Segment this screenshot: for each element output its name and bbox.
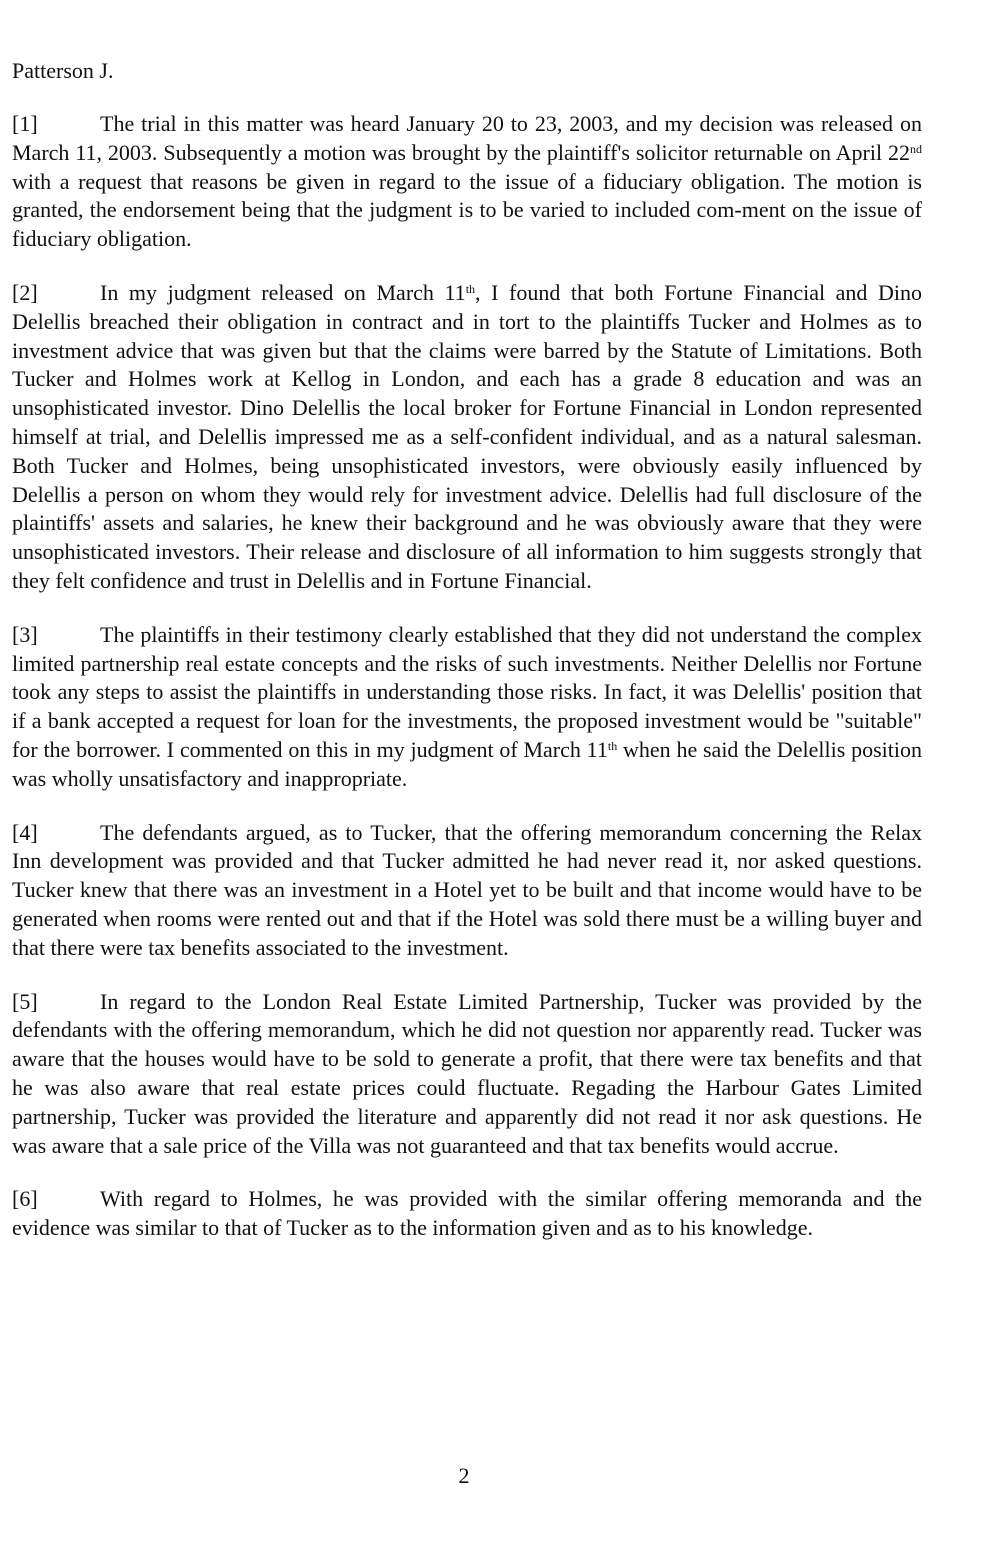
paragraph-number: [5] — [12, 988, 38, 1014]
paragraph-text: The defendants argued, as to Tucker, that the offering memorandum concerning the Relax Inn development was provided and that Tucker admitted he had never read it, nor asked questions. Tucker knew that there was an investment in a Hotel yet to be built and that income would have to be generated when rooms were rented out and that if the Hotel was sold there must be a willing buyer and that there were tax benefits associated to the investment. — [12, 819, 922, 960]
ordinal-suffix: th — [607, 738, 618, 753]
paragraph-number: [3] — [12, 621, 38, 647]
paragraph-number: [6] — [12, 1186, 38, 1212]
paragraph-6 — [12, 1185, 922, 1243]
paragraph-text: The trial in this matter was heard January 20 to 23, 2003, and my decision was released on March 11, 2003. Subsequently a motion was brought by the plaintiff's solicitor returnable on April 22 — [12, 111, 922, 165]
paragraph-text: In regard to the London Real Estate Limited Partnership, Tucker was provided by the defendants with the offering memorandum, which he did not question nor apparently read. Tucker was aware that the houses would have to be sold to generate a profit, that there were tax benefits and that he was also aware that real estate prices could fluctuate. Regading the Harbour Gates Limited partnership, Tucker was provided the literature and apparently did not read it nor ask questions. He was aware that a sale price of the Villa was not guaranteed and that tax benefits would accrue. — [12, 988, 922, 1158]
paragraph-1 — [12, 110, 922, 254]
page-number: 2 — [458, 1463, 470, 1488]
paragraph-text-continued: when he said the Delellis position was wholly unsatisfactory and inappropriate. — [12, 736, 922, 791]
paragraph-4 — [12, 819, 922, 963]
paragraph-2 — [12, 279, 922, 596]
paragraph-text: The plaintiffs in their testimony clearly established that they did not understand the complex limited partnership real estate concepts and the risks of such investments. Neither Delellis nor Fortune took any steps to assist the plaintiffs in understanding those risks. In fact, it was Delellis' position that if a bank accepted a request for loan for the investments, the proposed investment would be "suitable" for the borrower. I commented on this in my judgment of March 11 — [12, 621, 922, 762]
ordinal-suffix: nd — [910, 141, 922, 156]
document-body — [12, 56, 922, 1268]
paragraph-text-continued: , I found that both Fortune Financial and Dino Delellis breached their obligation in contract and in tort to the plaintiffs Tucker and Holmes as to investment advice that was given but that the claims were barred by the Statute of Limitations. Both Tucker and Holmes work at Kellog in London, and each has a grade 8 education and was an unsophisticated investor. Dino Delellis the local broker for Fortune Financial in London represented himself at trial, and Delellis impressed me as a self-confident individual, and as a natural salesman. Both Tucker and Holmes, being unsophisticated investors, were obviously easily influenced by Delellis a person on whom they would rely for investment advice. Delellis had full disclosure of the plaintiffs' assets and salaries, he knew their background and he was obviously aware that they were unsophisticated investors. Their release and disclosure of all information to him suggests strongly that they felt confidence and trust in Delellis and in Fortune Financial. — [12, 279, 922, 593]
judge-name: Patterson J. — [12, 58, 114, 83]
ordinal-suffix: th — [465, 281, 476, 296]
paragraph-number: [4] — [12, 819, 38, 845]
paragraph-5 — [12, 988, 922, 1161]
paragraph-3 — [12, 621, 922, 794]
paragraph-text: In my judgment released on March 11 — [100, 279, 466, 305]
paragraph-text: With regard to Holmes, he was provided with the similar offering memoranda and the evidence was similar to that of Tucker as to the information given and as to his knowledge. — [12, 1186, 922, 1241]
paragraph-number: [1] — [12, 111, 38, 136]
paragraph-text-continued: with a request that reasons be given in regard to the issue of a fiduciary obligation. The motion is granted, the endorsement being that the judgment is to be varied to included com-ment on the issue of fiduciary obligation. — [12, 168, 922, 252]
paragraph-number: [2] — [12, 279, 38, 305]
